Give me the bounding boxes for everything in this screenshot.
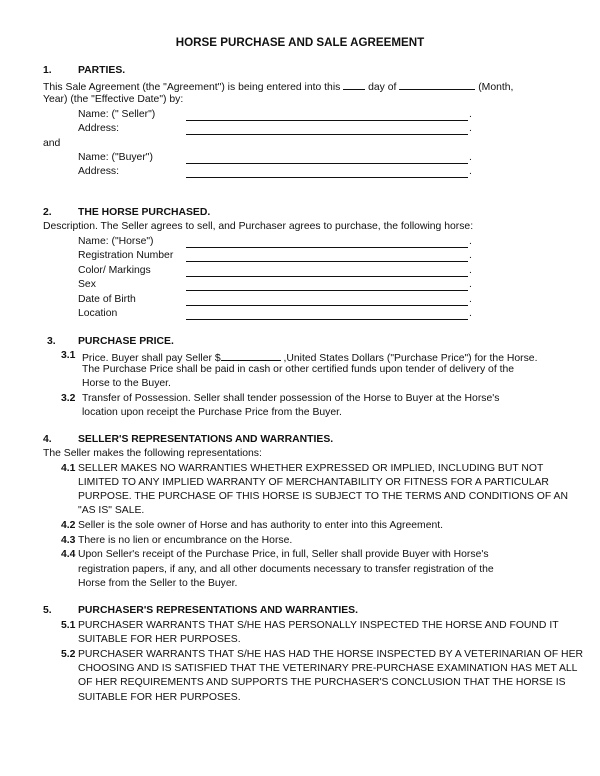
- seller-name-blank[interactable]: [186, 119, 468, 121]
- registration-number-label: Registration Number: [78, 250, 174, 261]
- horse-name-label: Name: ("Horse"): [78, 236, 154, 247]
- seller-name-label: Name: (" Seller"): [78, 109, 156, 120]
- clause-4-2-text: Seller is the sole owner of Horse and has authority to enter into this Agreement.: [78, 520, 444, 531]
- clause-4-3-text: There is no lien or encumbrance on the Horse.: [78, 535, 293, 546]
- price-text-a: Price. Buyer shall pay Seller $: [82, 353, 221, 364]
- day-blank[interactable]: [343, 78, 365, 90]
- seller-address-blank[interactable]: [186, 133, 468, 135]
- section-4-intro: The Seller makes the following representations:: [43, 448, 262, 459]
- clause-5-2-line-4: SUITABLE FOR HER PURPOSES.: [78, 692, 241, 703]
- clause-4-4-line-2: registration papers, if any, and all other documents necessary to transfer registration of the: [78, 564, 494, 575]
- intro-text-c: (Month,: [478, 82, 514, 93]
- clause-3-2-line-2: location upon receipt the Purchase Price from the Buyer.: [82, 407, 342, 418]
- clause-4-3-number: 4.3: [61, 535, 76, 546]
- clause-5-2-line-3: OF HER REQUIREMENTS AND SUPPORTS THE PURCHASER'S CONCLUSION THAT THE HORSE IS: [78, 677, 566, 688]
- clause-5-1-line-1: PURCHASER WARRANTS THAT S/HE HAS PERSONALLY INSPECTED THE HORSE AND FOUND IT: [78, 620, 559, 631]
- clause-4-4-line-1: Upon Seller's receipt of the Purchase Price, in full, Seller shall provide Buyer with Horse's: [78, 549, 489, 560]
- registration-number-blank[interactable]: [186, 260, 468, 262]
- section-2-number: 2.: [43, 207, 52, 218]
- month-year-blank[interactable]: [399, 78, 475, 90]
- clause-5-1-number: 5.1: [61, 620, 76, 631]
- seller-address-label: Address:: [78, 123, 120, 134]
- clause-4-1-line-4: "AS IS" SALE.: [78, 505, 145, 516]
- period: .: [469, 109, 472, 120]
- clause-3-2-line-1: Transfer of Possession. Seller shall tender possession of the Horse to Buyer at the Horse's: [82, 393, 500, 404]
- period: .: [469, 265, 472, 276]
- period: .: [469, 152, 472, 163]
- period: .: [469, 279, 472, 290]
- and-text: and: [43, 138, 61, 149]
- section-3-heading: PURCHASE PRICE.: [78, 336, 174, 347]
- horse-description: Description. The Seller agrees to sell, and Purchaser agrees to purchase, the following horse:: [43, 221, 474, 232]
- clause-5-2-number: 5.2: [61, 649, 76, 660]
- clause-4-1-line-1: SELLER MAKES NO WARRANTIES WHETHER EXPRESSED OR IMPLIED, INCLUDING BUT NOT: [78, 463, 544, 474]
- intro-text-a: This Sale Agreement (the "Agreement") is being entered into this: [43, 82, 341, 93]
- period: .: [469, 123, 472, 134]
- buyer-name-label: Name: ("Buyer"): [78, 152, 153, 163]
- date-of-birth-label: Date of Birth: [78, 294, 136, 305]
- period: .: [469, 166, 472, 177]
- period: .: [469, 308, 472, 319]
- clause-4-1-number: 4.1: [61, 463, 76, 474]
- section-3-number: 3.: [47, 336, 56, 347]
- buyer-name-blank[interactable]: [186, 162, 468, 164]
- clause-3-2-number: 3.2: [61, 393, 76, 404]
- section-5-heading: PURCHASER'S REPRESENTATIONS AND WARRANTIES.: [78, 605, 358, 616]
- clause-4-4-line-3: Horse from the Seller to the Buyer.: [78, 578, 238, 589]
- document-title: HORSE PURCHASE AND SALE AGREEMENT: [175, 36, 425, 49]
- price-blank[interactable]: [221, 349, 281, 361]
- intro-text-b: day of: [368, 82, 397, 93]
- sex-label: Sex: [78, 279, 96, 290]
- price-text-b: ,United States Dollars ("Purchase Price") for the Horse.: [283, 353, 538, 364]
- buyer-address-label: Address:: [78, 166, 120, 177]
- location-label: Location: [78, 308, 118, 319]
- clause-4-1-line-2: LIMITED TO ANY IMPLIED WARRANTY OF MERCHANTABILITY OR FITNESS FOR A PARTICULAR: [78, 477, 549, 488]
- location-blank[interactable]: [186, 318, 468, 320]
- clause-3-1-line-3: Horse to the Buyer.: [82, 378, 171, 389]
- color-markings-blank[interactable]: [186, 275, 468, 277]
- clause-4-4-number: 4.4: [61, 549, 76, 560]
- clause-4-1-line-3: PURPOSE. THE PURCHASE OF THIS HORSE IS SUBJECT TO THE TERMS AND CONDITIONS OF AN: [78, 491, 568, 502]
- period: .: [469, 294, 472, 305]
- clause-3-1-line-2: The Purchase Price shall be paid in cash or other certified funds upon tender of delivery of the: [82, 364, 515, 375]
- section-1-heading: PARTIES.: [78, 65, 126, 76]
- period: .: [469, 250, 472, 261]
- section-4-heading: SELLER'S REPRESENTATIONS AND WARRANTIES.: [78, 434, 334, 445]
- section-4-number: 4.: [43, 434, 52, 445]
- clause-5-2-line-1: PURCHASER WARRANTS THAT S/HE HAS HAD THE HORSE INSPECTED BY A VETERINARIAN OF HER: [78, 649, 583, 660]
- sex-blank[interactable]: [186, 289, 468, 291]
- buyer-address-blank[interactable]: [186, 176, 468, 178]
- clause-3-1-number: 3.1: [61, 350, 76, 361]
- period: .: [469, 236, 472, 247]
- clause-5-1-line-2: SUITABLE FOR HER PURPOSES.: [78, 634, 241, 645]
- effective-date-line: Year) (the "Effective Date") by:: [43, 94, 184, 105]
- clause-5-2-line-2: CHOOSING AND IS SATISFIED THAT THE VETERINARY PRE-PURCHASE EXAMINATION HAS MET ALL: [78, 663, 578, 674]
- date-of-birth-blank[interactable]: [186, 304, 468, 306]
- clause-4-2-number: 4.2: [61, 520, 76, 531]
- section-1-number: 1.: [43, 65, 52, 76]
- color-markings-label: Color/ Markings: [78, 265, 151, 276]
- section-2-heading: THE HORSE PURCHASED.: [78, 207, 211, 218]
- horse-name-blank[interactable]: [186, 246, 468, 248]
- section-5-number: 5.: [43, 605, 52, 616]
